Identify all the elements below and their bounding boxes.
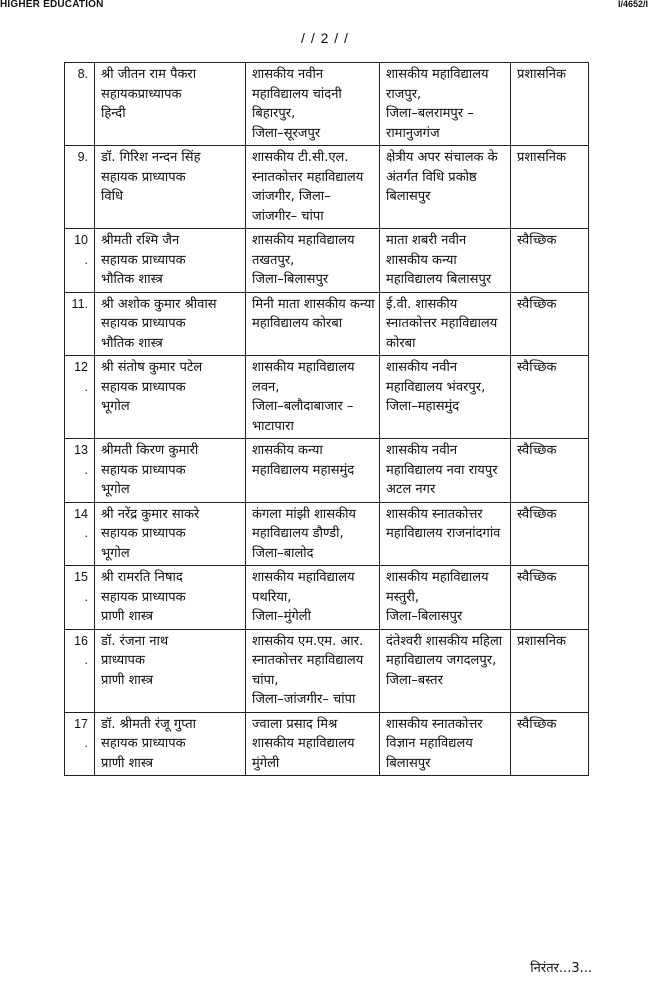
transfer-type-cell: प्रशासनिक [511,63,589,146]
serial-number-cell: 14. [65,502,95,566]
transfer-type-cell: स्वैच्छिक [511,439,589,503]
new-posting-cell: शासकीय नवीन महाविद्यालय भंवरपुर, जिला–महासमुंद [380,356,511,439]
current-posting-cell: कंगला मांझी शासकीय महाविद्यालय डौण्डी, जिला–बालोद [246,502,380,566]
current-posting-cell: शासकीय टी.सी.एल. स्नातकोत्तर महाविद्यालय जांजगीर, जिला– जांजगीर– चांपा [246,146,380,229]
current-posting-cell: ज्वाला प्रसाद मिश्र शासकीय महाविद्यालय मुंगेली [246,712,380,776]
transfer-type-cell: प्रशासनिक [511,629,589,712]
serial-number-cell: 13. [65,439,95,503]
current-posting-cell: शासकीय कन्या महाविद्यालय महासमुंद [246,439,380,503]
new-posting-cell: शासकीय महाविद्यालय मस्तुरी, जिला–बिलासपुर [380,566,511,630]
continuation-note: निरंतर...3... [530,961,592,976]
table-row [65,629,589,712]
current-posting-cell: शासकीय एम.एम. आर. स्नातकोत्तर महाविद्यालय चांपा, जिला–जांजगीर– चांपा [246,629,380,712]
transfer-type-cell: प्रशासनिक [511,146,589,229]
serial-number-cell: 10. [65,229,95,293]
current-posting-cell: शासकीय नवीन महाविद्यालय चांदनी बिहारपुर, जिला–सूरजपुर [246,63,380,146]
transfer-type-cell: स्वैच्छिक [511,502,589,566]
transfer-type-cell: स्वैच्छिक [511,566,589,630]
employee-cell: श्री अशोक कुमार श्रीवास सहायक प्राध्यापक भौतिक शास्त्र [95,292,246,356]
new-posting-cell: शासकीय स्नातकोत्तर विज्ञान महाविद्यलय बिलासपुर [380,712,511,776]
transfer-table [64,62,589,776]
new-posting-cell: क्षेत्रीय अपर संचालक के अंतर्गत विधि प्रकोष्ठ बिलासपुर [380,146,511,229]
employee-cell: श्री नरेंद्र कुमार साकरे सहायक प्राध्यापक भूगोल [95,502,246,566]
table-row [65,146,589,229]
employee-cell: श्रीमती किरण कुमारी सहायक प्राध्यापक भूगोल [95,439,246,503]
serial-number-cell: 15. [65,566,95,630]
current-posting-cell: मिनी माता शासकीय कन्या महाविद्यालय कोरबा [246,292,380,356]
table-row [65,229,589,293]
employee-cell: श्री संतोष कुमार पटेल सहायक प्राध्यापक भूगोल [95,356,246,439]
top-header-strip [0,0,650,12]
table-row [65,292,589,356]
employee-cell: डॉ. श्रीमती रंजू गुप्ता सहायक प्राध्यापक प्राणी शास्त्र [95,712,246,776]
transfer-type-cell: स्वैच्छिक [511,712,589,776]
employee-cell: श्री रामरति निषाद सहायक प्राध्यापक प्राणी शास्त्र [95,566,246,630]
employee-cell: डॉ. गिरिश नन्दन सिंह सहायक प्राध्यापक विधि [95,146,246,229]
transfer-type-cell: स्वैच्छिक [511,292,589,356]
transfer-type-cell: स्वैच्छिक [511,356,589,439]
serial-number-cell: 9. [65,146,95,229]
table-row [65,356,589,439]
serial-number-cell: 12. [65,356,95,439]
current-posting-cell: शासकीय महाविद्यालय तखतपुर, जिला–बिलासपुर [246,229,380,293]
current-posting-cell: शासकीय महाविद्यालय पथरिया, जिला–मुंगेली [246,566,380,630]
new-posting-cell: ई.वी. शासकीय स्नातकोत्तर महाविद्यालय कोरबा [380,292,511,356]
employee-cell: श्रीमती रश्मि जैन सहायक प्राध्यापक भौतिक शास्त्र [95,229,246,293]
employee-cell: श्री जीतन राम पैकरा सहायकप्राध्यापक हिन्दी [95,63,246,146]
page-number: / / 2 / / [301,30,349,46]
new-posting-cell: माता शबरी नवीन शासकीय कन्या महाविद्यालय बिलासपुर [380,229,511,293]
current-posting-cell: शासकीय महाविद्यालय लवन, जिला–बलौदाबाजार –भाटापारा [246,356,380,439]
table-row [65,712,589,776]
new-posting-cell: शासकीय नवीन महाविद्यालय नवा रायपुर अटल नगर [380,439,511,503]
transfer-table-body [65,63,589,776]
header-right-text: I/4652/I [617,0,648,9]
new-posting-cell: दंतेश्वरी शासकीय महिला महाविद्यालय जगदलपुर, जिला–बस्तर [380,629,511,712]
serial-number-cell: 8. [65,63,95,146]
employee-cell: डॉ. रंजना नाथ प्राध्यापक प्राणी शास्त्र [95,629,246,712]
table-row [65,502,589,566]
serial-number-cell: 16. [65,629,95,712]
serial-number-cell: 17. [65,712,95,776]
table-row [65,566,589,630]
new-posting-cell: शासकीय स्नातकोत्तर महाविद्यालय राजनांदगांव [380,502,511,566]
table-row [65,63,589,146]
transfer-type-cell: स्वैच्छिक [511,229,589,293]
header-left-text: HIGHER EDUCATION [0,0,104,10]
table-row [65,439,589,503]
serial-number-cell: 11. [65,292,95,356]
new-posting-cell: शासकीय महाविद्यालय राजपुर, जिला–बलरामपुर – रामानुजगंज [380,63,511,146]
